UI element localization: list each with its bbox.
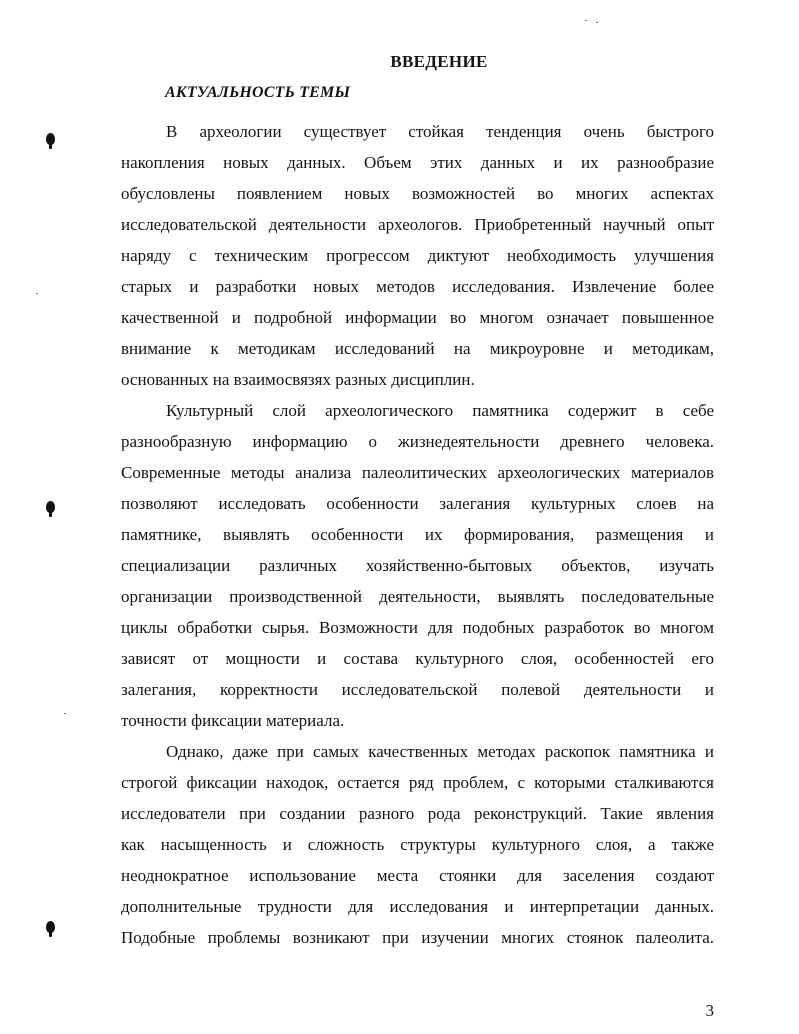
text-line: разнообразную информацию о жизнедеятельности древнего человека. [121,432,714,451]
text-line: В археологии существует стойкая тенденция очень быстрого [166,122,714,141]
text-line: наряду с техническим прогрессом диктуют необходимость улучшения [121,246,714,265]
scan-speck [64,713,66,714]
document-body [121,116,714,953]
text-line: точности фиксации материала. [121,711,345,730]
text-line: зависят от мощности и состава культурного слоя, особенностей его [121,649,714,668]
text-line: обусловлены появлением новых возможностей во многих аспектах [121,184,714,203]
text-line: старых и разработки новых методов исследования. Извлечение более [121,277,714,296]
text-line: Современные методы анализа палеолитических археологических материалов [121,463,714,482]
text-line: исследователи при создании разного рода реконструкций. Такие явления [121,804,714,823]
punch-hole-icon [46,501,55,513]
paragraph-2 [121,395,714,736]
text-line: основанных на взаимосвязях разных дисциплин. [121,370,475,389]
text-line: Однако, даже при самых качественных методах раскопок памятника и [166,742,714,761]
scan-speck [585,20,587,21]
scan-speck [36,293,38,294]
text-line: памятнике, выявлять особенности их формирования, размещения и [121,525,714,544]
text-line: позволяют исследовать особенности залегания культурных слоев на [121,494,714,513]
text-line: организации производственной деятельности, выявлять последовательные [121,587,714,606]
text-line: дополнительные трудности для исследования и интерпретации данных. [121,897,714,916]
text-line: Культурный слой археологического памятника содержит в себе [166,401,714,420]
page-title: ВВЕДЕНИЕ [390,52,488,71]
text-line: внимание к методикам исследований на микроуровне и методикам, [121,339,714,358]
page-number: 3 [705,1001,714,1020]
text-line: накопления новых данных. Объем этих данных и их разнообразие [121,153,714,172]
text-line: циклы обработки сырья. Возможности для подобных разработок во многом [121,618,714,637]
text-line: специализации различных хозяйственно-бытовых объектов, изучать [121,556,714,575]
text-line: неоднократное использование места стоянки для заселения создают [121,866,714,885]
scan-speck [596,22,598,23]
text-line: исследовательской деятельности археологов. Приобретенный научный опыт [121,215,714,234]
paragraph-1 [121,116,714,395]
section-heading: АКТУАЛЬНОСТЬ ТЕМЫ [165,84,351,101]
text-line: как насыщенность и сложность структуры культурного слоя, а также [121,835,714,854]
punch-hole-icon [46,133,55,145]
punch-hole-icon [46,921,55,933]
text-line: залегания, корректности исследовательской полевой деятельности и [121,680,714,699]
paragraph-3 [121,736,714,953]
text-line: качественной и подробной информации во многом означает повышенное [121,308,714,327]
text-line: строгой фиксации находок, остается ряд проблем, с которыми сталкиваются [121,773,714,792]
text-line: Подобные проблемы возникают при изучении многих стоянок палеолита. [121,928,714,947]
